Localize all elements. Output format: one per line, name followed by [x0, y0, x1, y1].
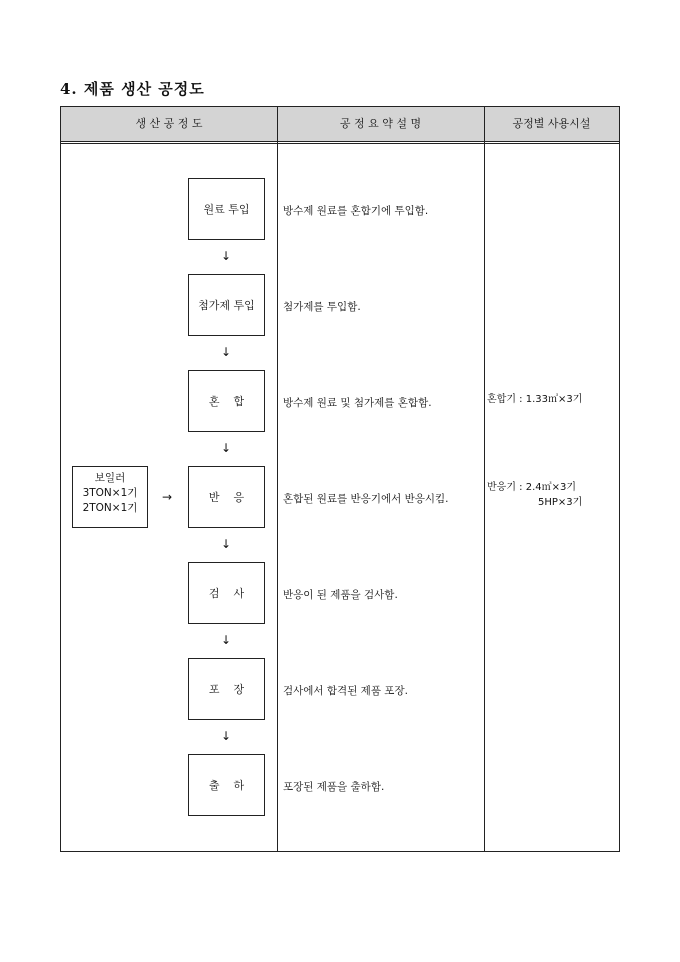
down-arrow-1: ↓	[221, 249, 232, 263]
step-box-inspection: 검 사	[188, 562, 265, 624]
down-arrow-4: ↓	[221, 537, 232, 551]
facility-reactor: 반응기 : 2.4㎥×3기	[487, 482, 577, 493]
step-description-5: 반응이 된 제품을 검사함.	[283, 589, 398, 601]
step-description-7: 포장된 제품을 출하함.	[283, 781, 385, 793]
header-facility: 공정별 사용시설	[512, 117, 591, 130]
step-description-6: 검사에서 합격된 제품 포장.	[283, 685, 408, 697]
step-box-raw-material-input: 원료 투입	[188, 178, 265, 240]
step-box-packaging: 포 장	[188, 658, 265, 720]
down-arrow-2: ↓	[221, 345, 232, 359]
down-arrow-5: ↓	[221, 633, 232, 647]
step-description-4: 혼합된 원료를 반응기에서 반응시킴.	[283, 493, 449, 505]
header-process-flow: 생 산 공 정 도	[135, 117, 203, 130]
boiler-spec-2: 2TON×1기	[82, 502, 138, 514]
table-header	[61, 107, 619, 142]
facility-reactor-motor: 5HP×3기	[538, 497, 583, 508]
boiler-box	[72, 466, 148, 528]
column-divider-2	[484, 107, 485, 851]
step-box-reaction: 반 응	[188, 466, 265, 528]
step-box-mixing: 혼 합	[188, 370, 265, 432]
right-arrow: →	[162, 490, 173, 504]
boiler-label: 보일러	[94, 472, 126, 484]
column-divider-1	[277, 107, 278, 851]
down-arrow-6: ↓	[221, 729, 232, 743]
boiler-spec-1: 3TON×1기	[82, 487, 138, 499]
header-summary: 공 정 요 약 설 명	[339, 117, 422, 130]
header-divider	[61, 143, 619, 144]
step-description-2: 첨가제를 투입함.	[283, 301, 361, 313]
facility-mixer: 혼합기 : 1.33㎥×3기	[487, 394, 583, 405]
step-description-3: 방수제 원료 및 첨가제를 혼합함.	[283, 397, 432, 409]
section-title: 4. 제품 생산 공정도	[60, 80, 205, 98]
step-box-additive-input: 첨가제 투입	[188, 274, 265, 336]
step-description-1: 방수제 원료를 혼합기에 투입함.	[283, 205, 429, 217]
process-table	[60, 106, 620, 852]
step-box-shipping: 출 하	[188, 754, 265, 816]
down-arrow-3: ↓	[221, 441, 232, 455]
